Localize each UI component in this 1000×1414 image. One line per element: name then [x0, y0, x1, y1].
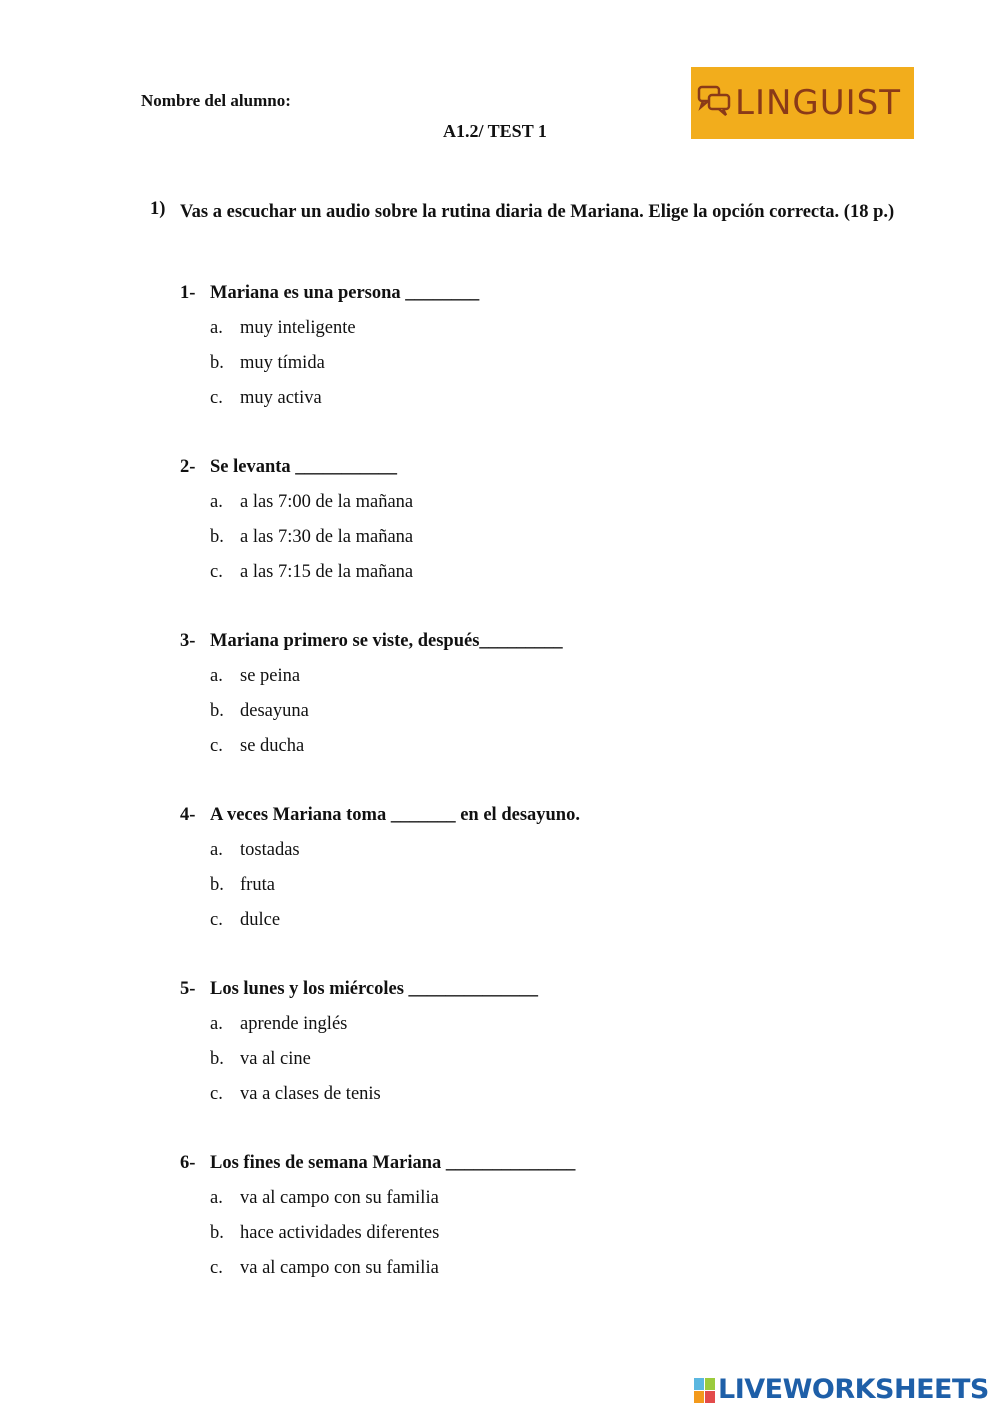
answer-option[interactable]: muy tímida [240, 353, 325, 373]
section-number: 1) [150, 199, 166, 219]
answer-option[interactable]: desayuna [240, 701, 309, 721]
question-text: Los lunes y los miércoles ______________ [210, 979, 539, 999]
option-letter: b. [210, 1049, 224, 1069]
liveworksheets-badge-icon [694, 1378, 716, 1404]
logo-text: LINGUIST [735, 83, 902, 123]
question-text: Se levanta ___________ [210, 457, 398, 477]
option-letter: a. [210, 492, 223, 512]
answer-option[interactable]: a las 7:00 de la mañana [240, 492, 414, 512]
option-letter: a. [210, 840, 223, 860]
linguist-logo [691, 67, 914, 139]
option-letter: c. [210, 1084, 223, 1104]
answer-option[interactable]: va a clases de tenis [240, 1084, 381, 1104]
answer-option[interactable]: tostadas [240, 840, 300, 860]
option-letter: a. [210, 1014, 223, 1034]
question-number: 1- [180, 283, 196, 303]
answer-option[interactable]: a las 7:30 de la mañana [240, 527, 414, 547]
option-letter: c. [210, 1258, 223, 1278]
answer-option[interactable]: a las 7:15 de la mañana [240, 562, 414, 582]
option-letter: b. [210, 875, 224, 895]
option-letter: b. [210, 701, 224, 721]
option-letter: a. [210, 666, 223, 686]
question-number: 4- [180, 805, 196, 825]
answer-option[interactable]: hace actividades diferentes [240, 1223, 440, 1243]
option-letter: c. [210, 736, 223, 756]
answer-option[interactable]: va al campo con su familia [240, 1258, 439, 1278]
question-text: Mariana primero se viste, después_________ [210, 631, 563, 651]
question-number: 5- [180, 979, 196, 999]
answer-option[interactable]: dulce [240, 910, 281, 930]
question-text: Los fines de semana Mariana ______________ [210, 1153, 576, 1173]
answer-option[interactable]: aprende inglés [240, 1014, 348, 1034]
answer-option[interactable]: se ducha [240, 736, 305, 756]
liveworksheets-brand: LIVEWORKSHEETS [718, 1374, 989, 1405]
question-text: A veces Mariana toma _______ en el desayuno. [210, 805, 580, 825]
question-number: 3- [180, 631, 196, 651]
question-number: 2- [180, 457, 196, 477]
answer-option[interactable]: muy inteligente [240, 318, 356, 338]
option-letter: c. [210, 562, 223, 582]
answer-option[interactable]: va al cine [240, 1049, 311, 1069]
option-letter: c. [210, 910, 223, 930]
answer-option[interactable]: va al campo con su familia [240, 1188, 439, 1208]
option-letter: b. [210, 353, 224, 373]
answer-option[interactable]: muy activa [240, 388, 322, 408]
option-letter: b. [210, 527, 224, 547]
section-instruction: Vas a escuchar un audio sobre la rutina diaria de Mariana. Elige la opción correcta. (18 p.) [180, 202, 895, 222]
test-title: A1.2/ TEST 1 [443, 121, 547, 141]
answer-option[interactable]: fruta [240, 875, 275, 895]
option-letter: a. [210, 1188, 223, 1208]
speech-bubbles-icon [697, 85, 733, 119]
answer-option[interactable]: se peina [240, 666, 301, 686]
option-letter: c. [210, 388, 223, 408]
option-letter: a. [210, 318, 223, 338]
option-letter: b. [210, 1223, 224, 1243]
question-text: Mariana es una persona ________ [210, 283, 480, 303]
student-name-label: Nombre del alumno: [141, 91, 291, 110]
question-number: 6- [180, 1153, 196, 1173]
